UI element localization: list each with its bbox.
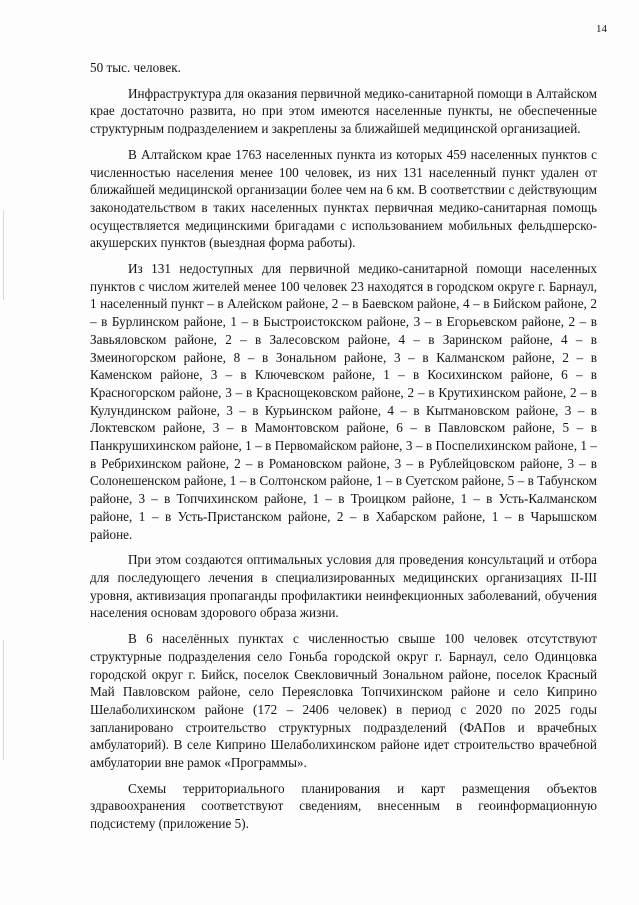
paragraph-district-list: Из 131 недоступных для первичной медико-санитарной помощи населенных пунктов с числом жителей менее 100 человек 23 находятся в городском округе г. Барнаул, 1 населенный пункт – в Алейском районе, 2 – в Баевском районе, 4 – в Бийском районе, 2 – в Бурлинском районе, 1 – в Быстроистокском районе, 3 – в Егорьевском районе, 2 – в Завьяловском районе, 2 – в Залесовском районе, 4 – в Заринском районе, 4 – в Змеиногорском районе, 8 – в Зональном районе, 3 – в Калманском районе, 2 – в Каменском районе, 3 – в Ключевском районе, 1 – в Косихинском районе, 6 – в Красногорском районе, 3 – в Краснощековском районе, 2 – в Крутихинском районе, 2 – в Кулундинском районе, 3 – в Курьинском районе, 4 – в Кытмановском районе, 3 – в Локтевском районе, 3 – в Мамонтовском районе, 6 – в Павловском районе, 5 – в Панкрушихинском районе, 1 – в Первомайском районе, 3 – в Поспелихинском районе, 1 – в Ребрихинском районе, 2 – в Романовском районе, 3 – в Рублейцовском районе, 3 – в Солонешенском районе, 1 – в Солтонском районе, 1 – в Суетском районе, 5 – в Табунском районе, 3 – в Топчихинском районе, 1 – в Троицком районе, 1 – в Усть-Калманском районе, 1 – в Усть-Пристанском районе, 2 – в Хабарском районе, 1 – в Чарышском районе. bbox=[90, 261, 597, 542]
scan-edge-mark bbox=[3, 210, 4, 300]
paragraph-infrastructure: Инфраструктура для оказания первичной медико-санитарной помощи в Алтайском крае достаточно развита, но при этом имеются населенные пункты, не обеспеченные структурным подразделением и закреплены за ближайшей медицинской организацией. bbox=[90, 85, 597, 137]
paragraph-settlements-count: В Алтайском крае 1763 населенных пункта из которых 459 населенных пунктов с численностью населения менее 100 человек, из них 131 населенный пункт удален от ближайшей медицинской организации более чем на 6 км. В соответствии с действующим законодательством в таких населенных пунктах первичная медико-санитарная помощь осуществляется медицинскими бригадами с использованием мобильных фельдшерско-акушерских пунктов (выездная форма работы). bbox=[90, 146, 597, 251]
paragraph-continuation: 50 тыс. человек. bbox=[90, 60, 181, 75]
page-number: 14 bbox=[596, 23, 607, 35]
scan-edge-mark bbox=[3, 640, 4, 760]
document-body bbox=[90, 59, 597, 841]
paragraph-construction-plans: В 6 населённых пунктах с численностью свыше 100 человек отсутствуют структурные подразделения село Гоньба городской округ г. Барнаул, село Одинцовка городской округ г. Бийск, поселок Свекловичный Зональном районе, поселок Красный Май Павловском районе, село Переясловка Топчихинском районе и село Киприно Шелаболихинском районе (172 – 2406 человек) в период с 2020 по 2025 годы запланировано строительство структурных подразделений (ФАПов и врачебных амбулаторий). В селе Киприно Шелаболихинском районе идет строительство врачебной амбулатории вне рамок «Программы». bbox=[90, 631, 597, 771]
paragraph-optimal-conditions: При этом создаются оптимальных условия для проведения консультаций и отбора для последующего лечения в специализированных медицинских организациях II-III уровня, активизация пропаганды профилактики неинфекционных заболеваний, обучения населения основам здорового образа жизни. bbox=[90, 552, 597, 621]
paragraph-planning-schemes: Схемы территориального планирования и карт размещения объектов здравоохранения соответствуют сведениям, внесенным в геоинформационную подсистему (приложение 5). bbox=[90, 780, 597, 832]
